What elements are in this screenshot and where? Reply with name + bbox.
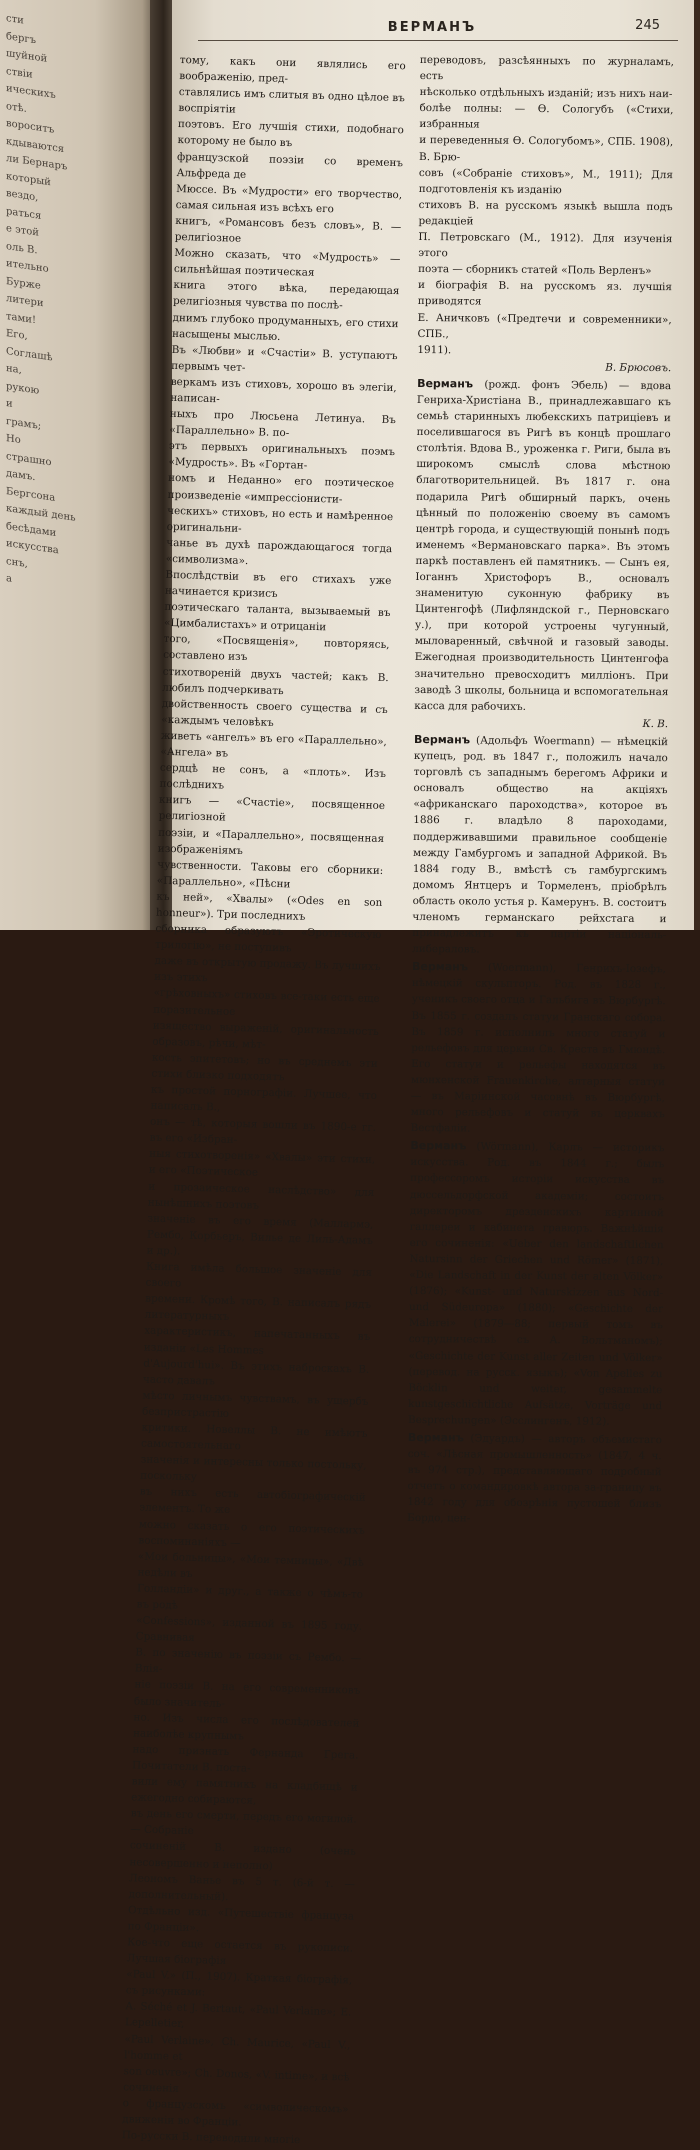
text-line: этъ первыхъ оригинальныхъ поэмъ «Мудрость». Въ «Гортан-: [168, 440, 396, 473]
dictionary-entry: [412, 732, 668, 960]
text-line: «Мои больницы», «Мои темницы», «Двѣ недѣли въ: [137, 1550, 365, 1580]
author-signature: В. Брюсовъ.: [605, 361, 672, 374]
text-line: номъ и Неданно» его поэтическое произведеніе «импрессіонисти-: [167, 472, 395, 506]
left-page-line: каждый день: [6, 503, 76, 524]
entry-text: (Адольфъ Woermann) — нѣмецкій купецъ, род. въ 1847 г., положилъ начало торговлѣ съ западнымъ берегомъ Африки и основалъ общество на акціяхъ «африканскаго пароходства», которое въ 1886 г. владѣло 8 пароходами, поддерживавшими правильное сообщеніе между Гамбургомъ и западной Африкой. Въ 1884 году В., вмѣстѣ съ гамбургскимъ домомъ Янтцеръ и Тормеленъ, пріобрѣлъ область около устья р. Камерунъ. В. состоитъ членомъ германскаго рейхстага и принадлежитъ къ партіи національ-либераловъ.: [412, 734, 669, 956]
text-line: тому, какъ они являлись его воображенію, пред-: [179, 53, 406, 86]
text-line: значеніе въ его время (Маллармэ, Рембо, Корбьеръ, Вилье де Лиль-Адамъ и др.).: [146, 1212, 374, 1258]
left-page-line: оль В.: [6, 240, 38, 256]
text-line: критики. Новеллы В. не имѣютъ самостоятельнаго: [140, 1421, 368, 1453]
left-page-line: Но: [6, 433, 21, 447]
text-line: и біографія В. на русскомъ яз. лучшія приводятся: [417, 279, 673, 308]
text-line: Можно сказать, что «Мудрость» — сильнѣйшая поэтическая: [173, 247, 401, 280]
text-line: въ день его смерти, передъ его могилой. — Собраніе: [130, 1807, 357, 1838]
text-line: Леономъ Ванье въ 5 т. (6-й т. — дополнительный).: [128, 1871, 356, 1903]
text-line: времени. Кромѣ того, В. написалъ рядъ литературныхъ: [144, 1292, 372, 1324]
text-line: A. Séché et J. Bertaut, «Paul Verlaine»; E. Lepelletier,: [124, 2000, 352, 2031]
left-page-line: Соглашѣ: [6, 345, 53, 364]
left-page-line: тами!: [6, 310, 36, 326]
entry-headword: Верманъ: [417, 376, 474, 391]
text-line: сочиненій В. издано (очень несовершенно и неполно): [129, 1839, 356, 1872]
left-page-line: раться: [6, 205, 42, 222]
left-page-line: ли Бернаръ: [6, 153, 68, 173]
text-line: двойственность своего существа и съ «каждымъ человѣкъ: [161, 697, 388, 729]
text-line: «Paul Verlaine», Ch. Maurice, «Paul V., l'homme et: [123, 2032, 351, 2063]
entry-headword: Верманъ: [407, 1430, 464, 1445]
text-line: «грѣховныхъ» стиховъ все-таки есть еще поразительное: [153, 987, 380, 1018]
left-page-line: вездо,: [6, 188, 39, 204]
left-page-line: ическихъ: [6, 83, 56, 101]
text-line: ныхъ про Люсьена Летинуа. Въ «Параллельно» В. по-: [169, 407, 396, 440]
text-line: 1911).: [417, 343, 452, 356]
left-page-line: снъ,: [6, 555, 28, 570]
text-line: son oeuvre»; Ch. Donos, «V. intime», и всѣ сочиненія: [122, 2064, 350, 2095]
text-line: «Paul V.» (П., 1907). Краткая біографія, съ рисунками:: [125, 1968, 353, 1999]
text-line: сердцѣ не сонъ, а «плоть». Изъ послѣднихъ: [159, 761, 387, 792]
left-page-line: Его,: [6, 328, 28, 343]
entry-headword: Верманъ: [410, 1139, 467, 1153]
left-page-line: и: [6, 398, 13, 410]
text-line: и прозаическое наслѣдство» для нынѣшнихъ поэтовъ: [147, 1180, 375, 1212]
text-line: къ ней», «Хвалы» («Odes en son honneur»). Три последнихъ: [155, 890, 383, 923]
text-line: сборника образуютъ «Эротическую трилогію», не поступивъ: [154, 922, 382, 955]
entry-headword: Верманъ: [411, 960, 469, 974]
text-line: Е. Аничковъ («Предтечи и современники», СПБ.,: [417, 311, 672, 340]
text-line: совъ («Собраніе стиховъ», М., 1911); Для подготовленія къ изданію: [418, 166, 673, 196]
left-page-line: на,: [6, 363, 22, 377]
text-line: и переведенныя Ѳ. Сологубомъ», СПБ. 1908), В. Брю-: [419, 134, 674, 163]
entry-text: (Wörmann), Карлъ — историкъ искусства. Род. въ 1844 г.; былъ профессоромъ исторіи искусства въ дюссельдорфской академіи; состоитъ директоромъ дрезденскихъ картинной галлереи и кабинета гравюръ. Важнѣйшія его сочиненія: «Ueber den landschaftlichen Natursinn der Griechen und Römer» (1871), «Die Landschaft in der Kunst der alten Völker» (1876); «Kunst- und Naturskizzen aus Nord- und Südeuropa» (1880); «Geschichte der Malerei» (1879—88; первый томъ въ сотрудничествѣ съ А. Вольтманомъ); «Geschichte der Kunst aller Zeiten und Völker» (перевод. на русск. языкъ); «Von Apelles zu Böcklin und weiter, gesammelte kunstgeschichtliche Aufsätze, Vorträge und Besprechungen» (Эсслингенъ, 1912).: [408, 1140, 665, 1428]
text-line: кость эпитетовъ; но въ среднемъ эти стихи близко подходятъ: [151, 1051, 378, 1084]
left-page-line: отѣ.: [6, 100, 27, 115]
running-head: ВЕРМАНЪ: [387, 20, 477, 35]
text-line: мѣсто личнымъ чувствамъ, въ ущербъ безпристрастію: [141, 1389, 369, 1420]
left-page-line: рукою: [6, 380, 40, 397]
text-line: поэтовъ. Его лучшія стихи, подобнаго которому не было въ: [177, 118, 405, 150]
left-page-line: который: [6, 170, 51, 188]
left-page-text: [6, 10, 146, 607]
dictionary-entry: [411, 959, 667, 1138]
left-page-line: бесѣдами: [6, 520, 57, 539]
left-page-line: кдываются: [6, 135, 65, 155]
text-line: ставлялись имъ слитыя въ одно цѣлое въ воспріятіи: [178, 86, 405, 116]
text-line: Голландіи» и друг., а также о чѣмъ-то въ родѣ: [136, 1582, 364, 1612]
text-line: того, «Посвященія», повторяясь, составлено изъ: [162, 633, 390, 664]
text-line: значенія и интересны только постольку, поскольку: [140, 1453, 367, 1484]
text-line: къ простой порнографіи. Лучшее, что написалъ В.,: [150, 1083, 378, 1114]
text-line: Въ «Любви» и «Счастіи» В. уступаютъ первымъ чет-: [171, 343, 398, 374]
text-line: изящество выраженій, оригинальность образовъ, рѣчи, мѣт-: [152, 1019, 379, 1051]
right-page: [121, 0, 696, 2147]
text-line: ныя стихотворенія» «Хвалы» эти стихи, и его «Поэтическое: [148, 1147, 376, 1180]
header-rule: [198, 40, 678, 41]
author-signature: К. В.: [642, 717, 669, 731]
text-line: можно сказать о его поэтическихъ воспоминаніяхъ —: [138, 1517, 365, 1549]
text-line: Книга имѣла большое значеніе для своего: [145, 1260, 373, 1290]
left-page-line: шуйной: [6, 48, 48, 65]
text-line: Впослѣдствіи въ его стихахъ уже начинается кризисъ: [164, 568, 392, 601]
page-header: [172, 12, 682, 40]
text-line: По-русски В. переводили многіе: [121, 2129, 301, 2147]
text-line: d'Aujourd'hui». Въ этихъ наброскахъ В. часто давалъ: [142, 1357, 370, 1388]
left-page-line: Бергсона: [6, 485, 56, 504]
left-page-line: Бурже: [6, 275, 41, 292]
text-line: книга этого вѣка, передающая религіозныя чувства по послѣ-: [172, 279, 400, 313]
left-page-line: е этой: [6, 223, 39, 239]
text-line: надо признать Фернанда Грега. Почитатели В. поста-: [131, 1743, 359, 1775]
left-page-line: ствіи: [6, 65, 33, 81]
entry-text: (Woermann), Генрихъ-Іозефъ, нѣмецкій скульпторъ. Род. въ 1828 г., ученикъ своего отца и Гальбига въ Вюрбургѣ. Въ 1855 г. создалъ статуи Гранскаго собора. Въ 1859 г. исполнилъ много статуй и рельефовъ для церкви Св. Креста въ Гмюндѣ. Его статуи и рельефы находятся въ мюнхенской Frauenkirche, алтарныя статуи — въ Маріинской часовнѣ въ Вюрбургѣ, много рельефовъ и статуй въ церквахъ Вестфаліи.: [410, 961, 667, 1135]
dictionary-entry: [407, 1430, 662, 1529]
text-line: П. Петровскаго (М., 1912). Для изученія этого: [418, 231, 673, 260]
text-line: поэтическаго таланта, вызываемый въ «Цимбалистахъ» и отрицаніи: [163, 600, 391, 634]
left-page-line: сти: [6, 13, 24, 27]
text-line: ческихъ» стиховъ, но есть и намѣренное оригинальни-: [166, 504, 394, 535]
text-line: чанье въ духѣ парождающагося тогда «символизма».: [165, 536, 393, 568]
entry-headword: Верманъ: [413, 732, 471, 747]
page-edge: [694, 0, 700, 930]
text-line: поэзіи, и «Параллельно», посвященная изображеніямъ: [157, 826, 385, 857]
text-line: чувственности. Таковы его сборники: «Параллельно», «Пѣсни: [156, 858, 384, 891]
text-line: но. Изъ числа его послѣдователей наиболѣе крупнымъ: [132, 1711, 360, 1743]
text-line: онъ — тѣ, которыя вошли въ 1890-е гг. въ его «Избран-: [149, 1115, 377, 1147]
text-line: книгъ, «Романсовъ безъ словъ», В. — религіозное: [174, 214, 402, 245]
left-page-line: вороситъ: [6, 118, 55, 136]
left-page-line: страшно: [6, 450, 52, 468]
text-line: ніе поэзіи В. на его современниковъ было значитель-: [133, 1678, 361, 1710]
text-line: «Confessions», изданной въ 1895 году. Сравнивая: [135, 1614, 363, 1645]
text-column-right: [407, 52, 674, 1529]
left-page-line: литери: [6, 293, 44, 310]
entry-text: (Эдуардъ) — авторъ объемистаго соч. «Лѣсная промышленность» (1847, 4 ч. въ 974 стр.), представляющаго подробный отчетъ о командировкѣ автора за-границу въ 1842 году для обозрѣнія пустошей близъ Бордо, цен-: [407, 1432, 662, 1525]
entry-text: (рожд. фонъ Эбель) — вдова Генриха-Христіана В., принадлежавшаго къ семьѣ старинныхъ любекскихъ патриціевъ и поселившагося въ Ригѣ въ концѣ прошлаго столѣтія. Вдова В., уроженка г. Риги, была въ широкомъ смыслѣ слова мѣстною благотворительницей. Въ 1817 г. она подарила Ригѣ обширный паркъ, очень цѣнный по положенію своему въ самомъ центрѣ города, и существующій понынѣ подъ именемъ «Вермановскаго парка». Въ этомъ паркѣ поставленъ ей памятникъ. — Сынъ ея, Іоганнъ Христофоръ В., основалъ знаменитую суконную фабрику въ Цинтенгофѣ (Лифляндской г., Перновскаго у.), при которой устроены чугунный, мыловаренный, свѣчной и газовый заводы. Ежегодная производительность Цинтенгофа значительно превосходитъ милліонъ. При заводѣ 3 школы, больница и вспомогательная касса для рабочихъ.: [414, 378, 672, 713]
left-page-line: дамъ.: [6, 468, 36, 484]
text-line: болѣе полны: — Ѳ. Сологубъ («Стихи, избранныя: [419, 102, 674, 131]
left-page-line: а: [6, 573, 12, 585]
text-line: В. по значенію въ поэзіи съ Рембо. — Влія-: [134, 1646, 362, 1676]
text-line: стиховъ В. на русскомъ языкѣ вышла подъ редакціей: [418, 198, 673, 228]
text-line: Мюссе. Въ «Мудрости» его творчество, самая сильная изъ всѣхъ его: [175, 182, 403, 216]
left-page-fragment: [0, 0, 158, 930]
text-line: живетъ «ангелъ» въ его «Параллельно», «Ангела» въ: [160, 729, 387, 760]
text-line: вили ему памятникъ на кладбищѣ и ежегодно собираются,: [131, 1775, 358, 1807]
text-line: французской поэзіи со временъ Альфреда де: [176, 150, 404, 181]
dictionary-entry: [414, 376, 671, 716]
text-line: въ нихъ есть автобіографическій элементъ. То же: [139, 1485, 366, 1517]
text-line: книгъ — «Счастіе», посвященное религіозной: [158, 794, 386, 824]
text-line: о французскомъ «символическомъ» движеніи во Франціи.: [122, 2097, 349, 2129]
left-page-line: грамъ;: [6, 415, 42, 432]
text-line: характеристикъ, напечатанныхъ въ изданіи «Les Hommes: [143, 1324, 371, 1357]
text-line: днимъ глубоко продуманныхъ, его стихи насыщены мыслью.: [171, 311, 399, 343]
left-page-line: ительно: [6, 258, 49, 275]
text-line: даже въ открытую продажу. Въ лучшихъ изъ этихъ: [153, 954, 381, 985]
text-line: нѣсколько отдѣльныхъ изданій; изъ нихъ наи-: [419, 86, 673, 101]
left-page-line: бергъ: [6, 30, 36, 46]
text-line: переводовъ, разсѣянныхъ по журналамъ, есть: [419, 53, 674, 83]
dictionary-entry: [408, 1138, 665, 1430]
text-line: поэта — сборникъ статей «Поль Верленъ»: [418, 263, 652, 278]
left-page-line: искусства: [6, 538, 59, 557]
page-number: 245: [635, 18, 660, 33]
text-line: Кое-что еще остается въ рукописи. Лучшая біографія: [126, 1936, 354, 1968]
text-line: стихотвореній двухъ частей; какъ В. любилъ подчеркивать: [162, 665, 389, 697]
text-line: веркамъ изъ стиховъ, хорошо въ элегіи, написан-: [170, 375, 397, 406]
text-line: Отдѣльно изд. «Путешествіе француза по Франціи».: [127, 1904, 355, 1935]
